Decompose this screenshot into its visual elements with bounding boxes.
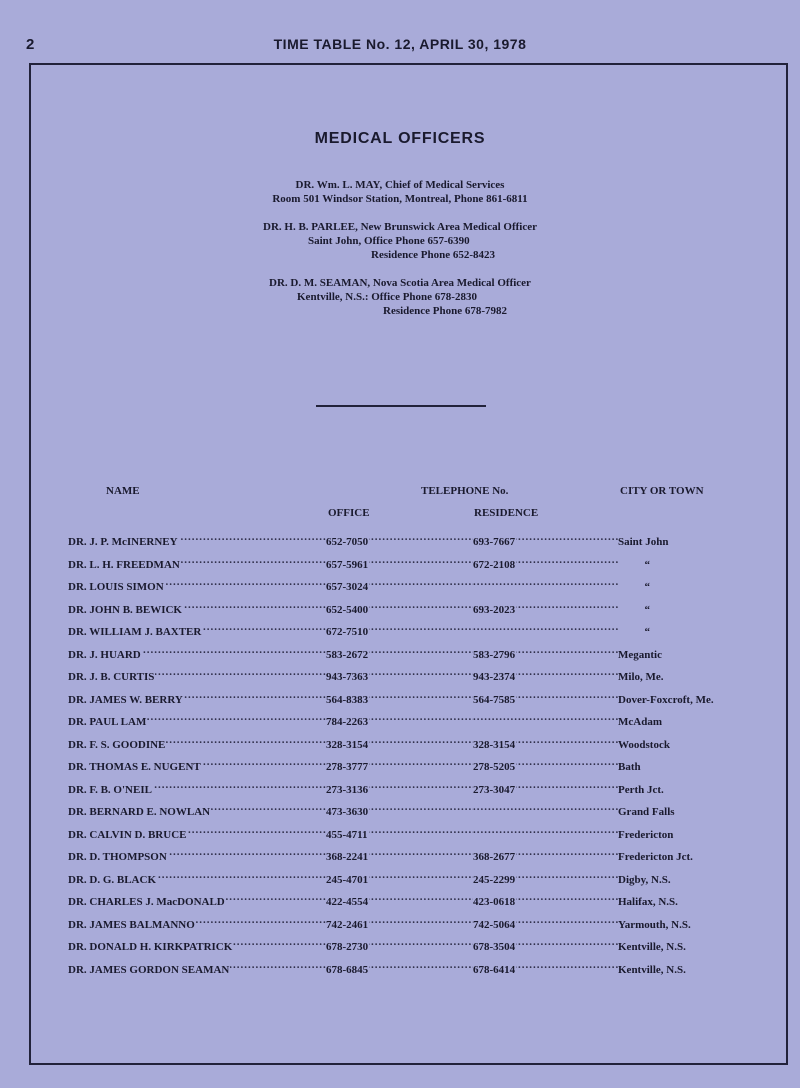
doctor-name: DR. DONALD H. KIRKPATRICK (68, 941, 233, 954)
doctor-name: DR. L. H. FREEDMAN (68, 558, 180, 571)
column-header-telephone: TELEPHONE No. (421, 485, 509, 497)
residence-phone-cell (473, 959, 618, 982)
office-phone: 564-8383 (326, 693, 369, 706)
residence-phone-cell (473, 801, 618, 824)
city-or-town: Grand Falls (618, 806, 675, 819)
office-phone: 273-3136 (326, 783, 369, 796)
doctor-name-cell (68, 936, 326, 959)
city-or-town: “ (644, 626, 650, 639)
doctor-name-cell (68, 824, 326, 847)
section-title: MEDICAL OFFICERS (314, 130, 486, 147)
office-phone-cell (326, 554, 473, 577)
doctor-name: DR. BERNARD E. NOWLAN (68, 806, 211, 819)
column-header-office: OFFICE (328, 507, 370, 519)
office-phone-cell (326, 756, 473, 779)
table-row (68, 801, 718, 824)
residence-phone-cell (473, 891, 618, 914)
residence-phone: 678-6414 (473, 963, 516, 976)
doctor-name: DR. JAMES GORDON SEAMAN (68, 963, 230, 976)
residence-phone-cell (473, 936, 618, 959)
table-row (68, 869, 718, 892)
office-phone: 678-2730 (326, 941, 369, 954)
officer-new-brunswick (0, 220, 800, 262)
doctor-name: DR. F. S. GOODINE (68, 738, 166, 751)
residence-phone-cell (473, 531, 618, 554)
residence-phone-cell (473, 711, 618, 734)
office-phone: 245-4701 (326, 873, 369, 886)
office-phone-cell (326, 621, 473, 644)
office-phone: 652-7050 (326, 536, 369, 549)
city-or-town: Perth Jct. (618, 783, 664, 796)
city-or-town: Milo, Me. (618, 671, 664, 684)
residence-phone-cell (473, 621, 618, 644)
dot-leader (473, 621, 618, 644)
office-phone-cell (326, 891, 473, 914)
doctor-name-cell (68, 846, 326, 869)
table-row (68, 621, 718, 644)
residence-phone: 423-0618 (473, 896, 516, 909)
residence-phone-cell (473, 824, 618, 847)
residence-phone-cell (473, 734, 618, 757)
residence-phone-cell (473, 914, 618, 937)
office-phone-cell (326, 576, 473, 599)
table-row (68, 666, 718, 689)
office-phone-cell (326, 914, 473, 937)
office-phone-cell (326, 779, 473, 802)
table-row (68, 756, 718, 779)
officer-contact-line: Room 501 Windsor Station, Montreal, Phone 861-6811 (272, 193, 528, 205)
city-or-town: Kentville, N.S. (618, 941, 686, 954)
office-phone: 652-5400 (326, 603, 369, 616)
doctor-name-cell (68, 914, 326, 937)
table-row (68, 554, 718, 577)
column-header-name: NAME (106, 485, 140, 497)
doctor-name: DR. CHARLES J. MacDONALD (68, 896, 225, 909)
table-row (68, 936, 718, 959)
doctor-name: DR. WILLIAM J. BAXTER (68, 626, 202, 639)
city-or-town: Dover-Foxcroft, Me. (618, 693, 714, 706)
doctor-name-cell (68, 531, 326, 554)
office-phone: 742-2461 (326, 918, 369, 931)
section-divider (316, 405, 486, 407)
residence-phone: 678-3504 (473, 941, 516, 954)
doctor-name-cell (68, 756, 326, 779)
city-or-town: Fredericton (618, 828, 674, 841)
city-or-town: Megantic (618, 648, 662, 661)
residence-phone: 245-2299 (473, 873, 516, 886)
office-phone: 583-2672 (326, 648, 369, 661)
office-phone: 455-4711 (326, 828, 368, 841)
officer-office-phone: Kentville, N.S.: Office Phone 678-2830 (297, 291, 477, 303)
residence-phone: 328-3154 (473, 738, 516, 751)
doctor-name-cell (68, 599, 326, 622)
office-phone: 943-7363 (326, 671, 369, 684)
residence-phone-cell (473, 869, 618, 892)
doctor-name: DR. D. THOMPSON (68, 851, 167, 864)
city-or-town: Kentville, N.S. (618, 963, 686, 976)
office-phone: 784-2263 (326, 716, 369, 729)
doctor-name-cell (68, 801, 326, 824)
office-phone-cell (326, 666, 473, 689)
page-header-title: TIME TABLE No. 12, APRIL 30, 1978 (273, 36, 527, 52)
doctor-name: DR. D. G. BLACK (68, 873, 157, 886)
doctor-name-cell (68, 779, 326, 802)
doctor-name: DR. JOHN B. BEWICK (68, 603, 182, 616)
dot-leader (473, 801, 618, 824)
officer-chief (0, 178, 800, 206)
table-row (68, 914, 718, 937)
residence-phone: 672-2108 (473, 558, 516, 571)
residence-phone: 273-3047 (473, 783, 516, 796)
officer-office-phone: Saint John, Office Phone 657-6390 (308, 235, 470, 247)
doctor-name-cell (68, 734, 326, 757)
doctor-name: DR. CALVIN D. BRUCE (68, 828, 187, 841)
office-phone: 672-7510 (326, 626, 369, 639)
office-phone-cell (326, 599, 473, 622)
residence-phone-cell (473, 554, 618, 577)
officer-residence-phone: Residence Phone 678-7982 (383, 305, 508, 317)
office-phone: 473-3630 (326, 806, 369, 819)
table-row (68, 779, 718, 802)
office-phone-cell (326, 711, 473, 734)
medical-officers-table (68, 531, 718, 981)
office-phone-cell (326, 644, 473, 667)
doctor-name-cell (68, 621, 326, 644)
office-phone-cell (326, 846, 473, 869)
residence-phone-cell (473, 666, 618, 689)
table-row (68, 644, 718, 667)
doctor-name: DR. F. B. O'NEIL (68, 783, 152, 796)
city-or-town: “ (644, 603, 650, 616)
residence-phone: 368-2677 (473, 851, 516, 864)
residence-phone-cell (473, 756, 618, 779)
doctor-name-cell (68, 666, 326, 689)
doctor-name-cell (68, 554, 326, 577)
office-phone: 678-6845 (326, 963, 369, 976)
office-phone-cell (326, 734, 473, 757)
table-row (68, 734, 718, 757)
city-or-town: Fredericton Jct. (618, 851, 693, 864)
doctor-name-cell (68, 576, 326, 599)
doctor-name: DR. J. HUARD (68, 648, 141, 661)
officer-residence-phone: Residence Phone 652-8423 (371, 249, 496, 261)
table-row (68, 711, 718, 734)
dot-leader (473, 824, 618, 847)
office-phone-cell (326, 869, 473, 892)
dot-leader (473, 576, 618, 599)
city-or-town: McAdam (618, 716, 662, 729)
column-header-city: CITY OR TOWN (620, 485, 704, 497)
office-phone-cell (326, 959, 473, 982)
city-or-town: Woodstock (618, 738, 670, 751)
residence-phone: 943-2374 (473, 671, 516, 684)
column-header-residence: RESIDENCE (474, 507, 539, 519)
doctor-name: DR. PAUL LAM (68, 716, 147, 729)
residence-phone-cell (473, 599, 618, 622)
doctor-name: DR. THOMAS E. NUGENT (68, 761, 201, 774)
doctor-name-cell (68, 869, 326, 892)
officer-title-line: DR. D. M. SEAMAN, Nova Scotia Area Medical Officer (269, 277, 531, 289)
table-row (68, 576, 718, 599)
doctor-name: DR. LOUIS SIMON (68, 581, 164, 594)
office-phone: 657-3024 (326, 581, 369, 594)
doctor-name-cell (68, 959, 326, 982)
residence-phone: 583-2796 (473, 648, 516, 661)
doctor-name: DR. J. B. CURTIS (68, 671, 155, 684)
table-row (68, 959, 718, 982)
residence-phone: 564-7585 (473, 693, 516, 706)
city-or-town: Yarmouth, N.S. (618, 918, 691, 931)
office-phone: 657-5961 (326, 558, 369, 571)
residence-phone: 693-7667 (473, 536, 516, 549)
officer-nova-scotia (0, 276, 800, 318)
residence-phone-cell (473, 644, 618, 667)
residence-phone-cell (473, 779, 618, 802)
office-phone: 368-2241 (326, 851, 369, 864)
city-or-town: Digby, N.S. (618, 873, 671, 886)
office-phone: 422-4554 (326, 896, 369, 909)
city-or-town: “ (644, 581, 650, 594)
table-row (68, 599, 718, 622)
city-or-town: Saint John (618, 536, 669, 549)
doctor-name-cell (68, 891, 326, 914)
doctor-name-cell (68, 644, 326, 667)
office-phone: 328-3154 (326, 738, 369, 751)
area-officers (0, 178, 800, 332)
city-or-town: Bath (618, 761, 641, 774)
table-row (68, 891, 718, 914)
office-phone: 278-3777 (326, 761, 369, 774)
office-phone-cell (326, 689, 473, 712)
office-phone-cell (326, 531, 473, 554)
residence-phone: 693-2023 (473, 603, 516, 616)
table-row (68, 531, 718, 554)
city-or-town: “ (644, 558, 650, 571)
city-or-town: Halifax, N.S. (618, 896, 678, 909)
dot-leader (473, 711, 618, 734)
doctor-name: DR. JAMES BALMANNO (68, 918, 195, 931)
page-number: 2 (26, 36, 35, 53)
residence-phone-cell (473, 689, 618, 712)
table-row (68, 846, 718, 869)
residence-phone: 278-5205 (473, 761, 516, 774)
officer-title-line: DR. Wm. L. MAY, Chief of Medical Services (295, 179, 505, 191)
residence-phone-cell (473, 576, 618, 599)
doctor-name-cell (68, 711, 326, 734)
office-phone-cell (326, 936, 473, 959)
residence-phone-cell (473, 846, 618, 869)
table-row (68, 689, 718, 712)
residence-phone: 742-5064 (473, 918, 516, 931)
table-row (68, 824, 718, 847)
doctor-name: DR. JAMES W. BERRY (68, 693, 183, 706)
doctor-name-cell (68, 689, 326, 712)
office-phone-cell (326, 801, 473, 824)
officer-title-line: DR. H. B. PARLEE, New Brunswick Area Medical Officer (263, 221, 537, 233)
office-phone-cell (326, 824, 473, 847)
doctor-name: DR. J. P. McINERNEY (68, 536, 178, 549)
